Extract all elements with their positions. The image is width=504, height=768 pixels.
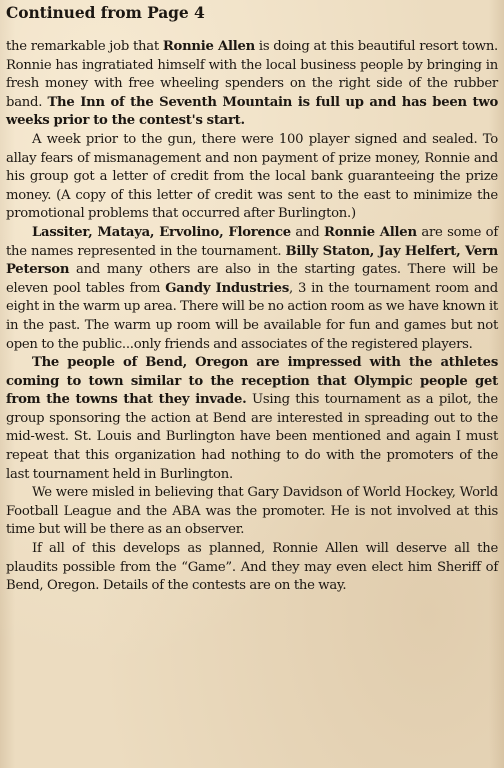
paragraph-2-run-1: A week prior to the gun, there were 100 player signed and sealed. To allay fears of mismanagement and non payment of prize money, Ronnie and his group got a letter of credit from the local bank guaranteeing the prize money. (A copy of this letter of credit was sent to the east to minimize the promotional problems that occurred after Burlington.) xyxy=(6,131,498,222)
paragraph-2 xyxy=(6,131,498,224)
paragraph-3 xyxy=(6,224,498,354)
paragraph-3-run-8: , 3 in the tournament room and eight in the warm up area. There will be no action room as we have known it in the past. The warm up room will be available for fun and games but not open to the public...only friends and associates of the registered players. xyxy=(6,280,498,352)
paragraph-1-run-1: the remarkable job that xyxy=(6,39,163,54)
continuation-heading: Continued from Page 4 xyxy=(6,3,205,22)
paragraph-3-run-6: and many others are also in the starting gates. There will be eleven pool tables from xyxy=(6,262,498,296)
paragraph-3-run-4: are some of the names represented in the tournament. xyxy=(6,224,498,259)
paragraph-3-run-2: and xyxy=(290,224,325,240)
paragraph-1-run-3: is doing at this beautiful resort town. Ronnie has ingratiated himself with the local business people by bringing in fresh money with free wheeling spenders on the right side of the rubber band. xyxy=(6,39,499,110)
paragraph-3-run-1: Lassiter, Mataya, Ervolino, Florence xyxy=(32,224,291,240)
paragraph-6-run-1: If all of this develops as planned, Ronnie Allen will deserve all the plaudits possible from the “Game”. And they may even elect him Sheriff of Bend, Oregon. Details of the contests are on the way. xyxy=(6,541,498,594)
paragraph-3-run-3: Ronnie Allen xyxy=(324,224,417,240)
paragraph-5-run-1: We were misled in believing that Gary Davidson of World Hockey, World Football League and the ABA was the promoter. He is not involved at this time but will be there as an observer. xyxy=(6,485,498,538)
paragraph-4-run-2: Using this tournament as a pilot, the group sponsoring the action at Bend are interested in spreading out to the mid-west. St. Louis and Burlington have been mentioned and again I must repeat that this organization had nothing to do with the promoters of the last tournament held in Burlington. xyxy=(6,392,498,482)
paragraph-4 xyxy=(6,354,498,484)
paragraph-4-run-1: The people of Bend, Oregon are impressed with the athletes coming to town similar to the reception that Olympic people get from the towns that they invade. xyxy=(6,355,498,408)
paragraph-3-run-7: Gandy Industries xyxy=(165,280,290,296)
paragraph-1-run-4: The Inn of the Seventh Mountain is full up and has been two weeks prior to the contest's start. xyxy=(6,94,498,129)
paragraph-3-run-5: Billy Staton, Jay Helfert, Vern Peterson xyxy=(6,243,498,278)
paragraph-6 xyxy=(6,540,498,596)
paragraph-5 xyxy=(6,484,498,540)
paragraph-1-run-2: Ronnie Allen xyxy=(162,39,255,54)
paragraph-1 xyxy=(6,38,498,131)
